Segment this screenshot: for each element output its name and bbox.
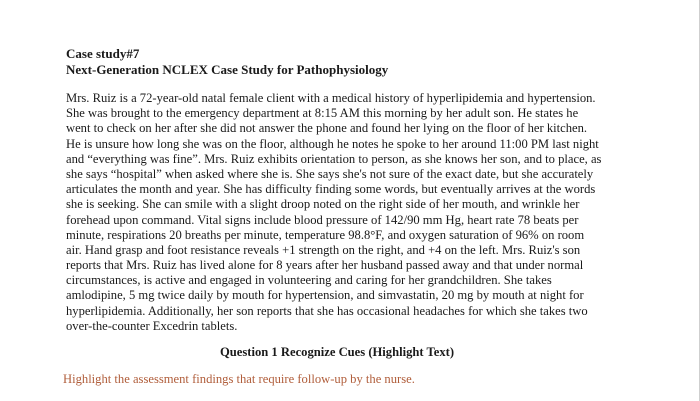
narrative-line[interactable]: Mrs. Ruiz is a 72-year-old natal female client with a medical history of hyperlipidemia and hypertension. bbox=[66, 91, 596, 105]
narrative-line[interactable]: reports that Mrs. Ruiz has lived alone for 8 years after her husband passed away and that under normal bbox=[66, 258, 584, 273]
narrative-line[interactable]: articulates the month and year. She has difficulty finding some words, but eventually arrives at the words bbox=[66, 182, 596, 197]
case-narrative[interactable] bbox=[66, 91, 626, 334]
narrative-line[interactable]: and “everything was fine”. Mrs. Ruiz exhibits orientation to person, as she knows her son, and to place, as bbox=[66, 151, 602, 166]
narrative-line[interactable]: air. Hand grasp and foot resistance reveals +1 strength on the right, and +4 on the left. Mrs. Ruiz's son bbox=[66, 242, 581, 257]
narrative-line[interactable]: She was brought to the emergency department at 8:15 AM this morning by her adult son. He states he bbox=[66, 106, 579, 121]
narrative-line[interactable]: went to check on her after she did not answer the phone and found her lying on the floor of her kitchen. bbox=[66, 121, 588, 136]
narrative-line[interactable]: He is unsure how long she was on the floor, although he notes he spoke to her around 11:00 PM last night bbox=[66, 136, 599, 151]
narrative-line[interactable]: hyperlipidemia. Additionally, her son reports that she has occasional headaches for which she takes two bbox=[66, 303, 588, 318]
narrative-line[interactable]: forehead upon command. Vital signs include blood pressure of 142/90 mm Hg, heart rate 78 beats per bbox=[66, 212, 579, 227]
narrative-line[interactable]: minute, respirations 20 breaths per minute, temperature 98.8°F, and oxygen saturation of 96% on room bbox=[66, 227, 585, 242]
narrative-line[interactable]: she says “hospital” when asked where she is. She says she's not sure of the exact date, but she accurately bbox=[66, 166, 594, 181]
case-study-title: Next-Generation NCLEX Case Study for Pathophysiology bbox=[66, 62, 389, 77]
question-heading: Question 1 Recognize Cues (Highlight Text) bbox=[220, 345, 455, 359]
narrative-line[interactable]: over-the-counter Excedrin tablets. bbox=[66, 318, 238, 333]
case-study-number: Case study#7 bbox=[66, 46, 140, 61]
narrative-line[interactable]: she is seeking. She can smile with a slight droop noted on the right side of her mouth, and wrinkle her bbox=[66, 197, 580, 212]
question-instruction: Highlight the assessment findings that require follow-up by the nurse. bbox=[63, 372, 415, 386]
narrative-line[interactable]: amlodipine, 5 mg twice daily by mouth for hypertension, and simvastatin, 20 mg by mouth at night for bbox=[66, 288, 584, 303]
narrative-line[interactable]: circumstances, is active and engaged in volunteering and caring for her grandchildren. She takes bbox=[66, 273, 552, 288]
